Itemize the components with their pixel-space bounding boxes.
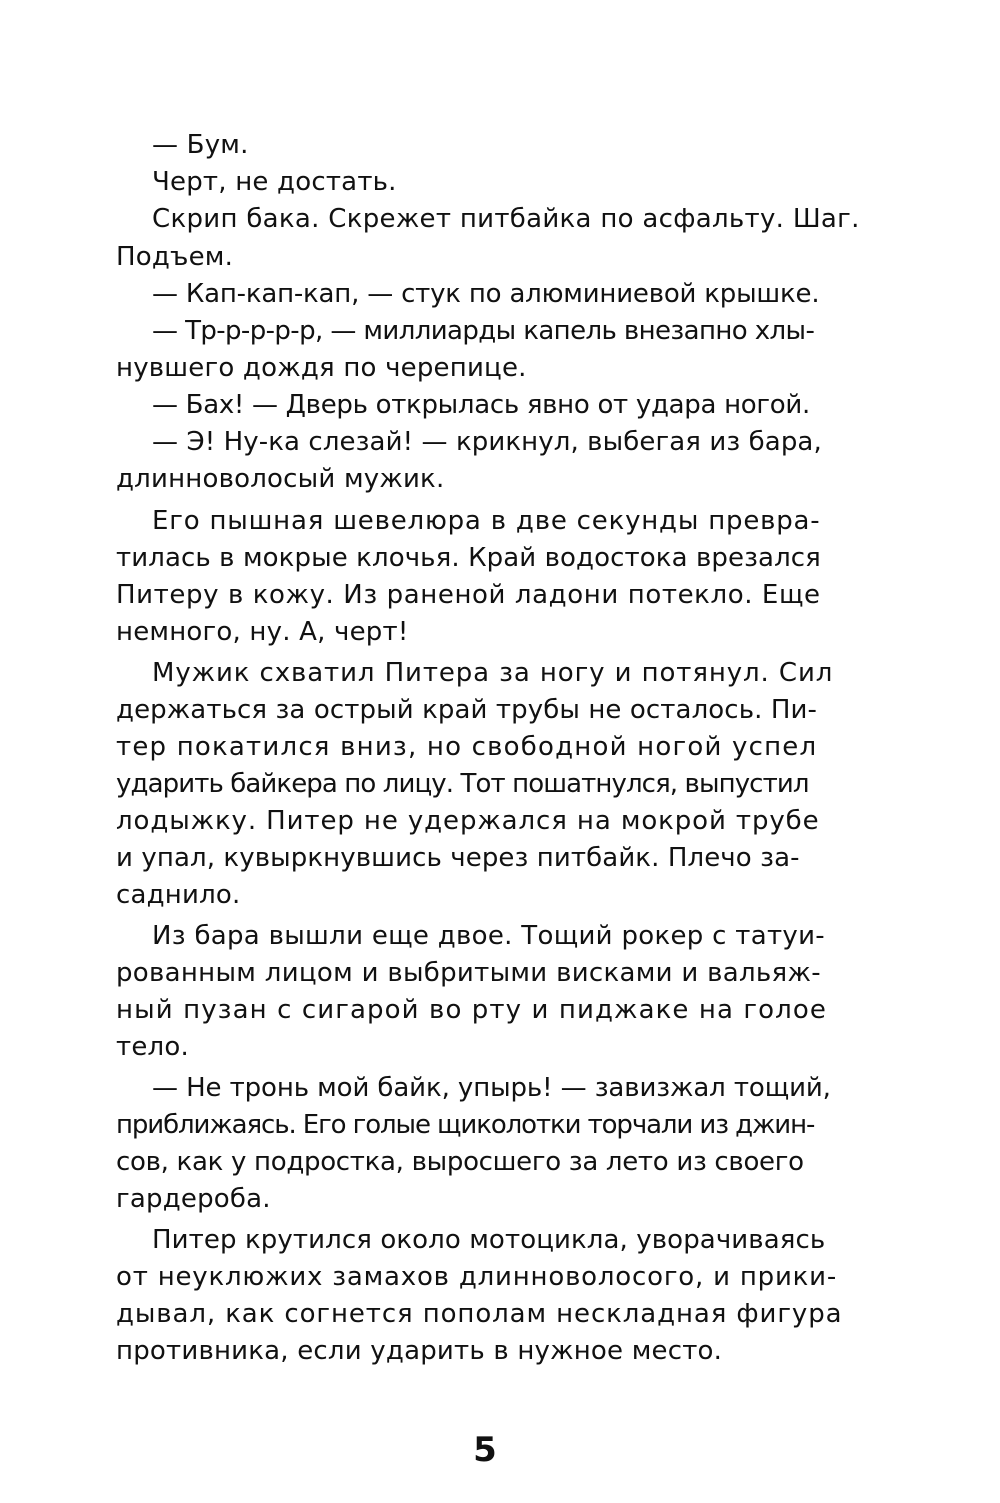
text-line: немного, ну. А, черт! xyxy=(116,617,409,647)
text-line: Питер крутился около мотоцикла, уворачиваясь xyxy=(152,1225,826,1255)
text-line: гардероба. xyxy=(116,1184,271,1214)
text-line: длинноволосый мужик. xyxy=(116,464,445,494)
text-line: держаться за острый край трубы не осталось. Пи- xyxy=(116,695,817,725)
text-line: саднило. xyxy=(116,880,241,910)
text-line: ударить байкера по лицу. Тот пошатнулся, выпустил xyxy=(116,769,809,799)
text-line: тилась в мокрые клочья. Край водостока врезался xyxy=(116,543,821,573)
text-line: — Кап-кап-кап, — стук по алюминиевой крышке. xyxy=(152,279,820,309)
text-line: Скрип бака. Скрежет питбайка по асфальту. Шаг. xyxy=(152,204,860,234)
text-line: Мужик схватил Питера за ногу и потянул. Сил xyxy=(152,658,834,688)
text-line: лодыжку. Питер не удержался на мокрой трубе xyxy=(116,806,820,836)
text-line: приближаясь. Его голые щиколотки торчали из джин- xyxy=(116,1110,815,1140)
text-line: от неуклюжих замахов длинноволосого, и прики- xyxy=(116,1262,838,1292)
text-line: ный пузан с сигарой во рту и пиджаке на голое xyxy=(116,995,827,1025)
text-line: сов, как у подростка, выросшего за лето из своего xyxy=(116,1147,804,1177)
text-line: противника, если ударить в нужное место. xyxy=(116,1336,723,1366)
text-line: Его пышная шевелюра в две секунды превра- xyxy=(152,506,821,536)
text-line: Подъем. xyxy=(116,242,234,272)
text-line: тело. xyxy=(116,1032,189,1062)
text-line: нувшего дождя по черепице. xyxy=(116,353,527,383)
text-line: и упал, кувыркнувшись через питбайк. Плечо за- xyxy=(116,843,800,873)
text-line: — Тр-р-р-р-р, — миллиарды капель внезапно хлы- xyxy=(152,316,815,346)
text-line: — Э! Ну-ка слезай! — крикнул, выбегая из бара, xyxy=(152,427,822,457)
text-line: — Бум. xyxy=(152,130,249,160)
text-line: рованным лицом и выбритыми висками и вальяж- xyxy=(116,958,821,988)
text-line: Питеру в кожу. Из раненой ладони потекло. Еще xyxy=(116,580,821,610)
text-line: тер покатился вниз, но свободной ногой успел xyxy=(116,732,818,762)
page-number: 5 xyxy=(473,1430,497,1470)
text-line: дывал, как согнется пополам нескладная фигура xyxy=(116,1299,843,1329)
text-line: — Не тронь мой байк, упырь! — завизжал тощий, xyxy=(152,1073,831,1103)
text-line: — Бах! — Дверь открылась явно от удара ногой. xyxy=(152,390,810,420)
text-line: Из бара вышли еще двое. Тощий рокер с татуи- xyxy=(152,921,825,951)
text-line: Черт, не достать. xyxy=(152,167,397,197)
